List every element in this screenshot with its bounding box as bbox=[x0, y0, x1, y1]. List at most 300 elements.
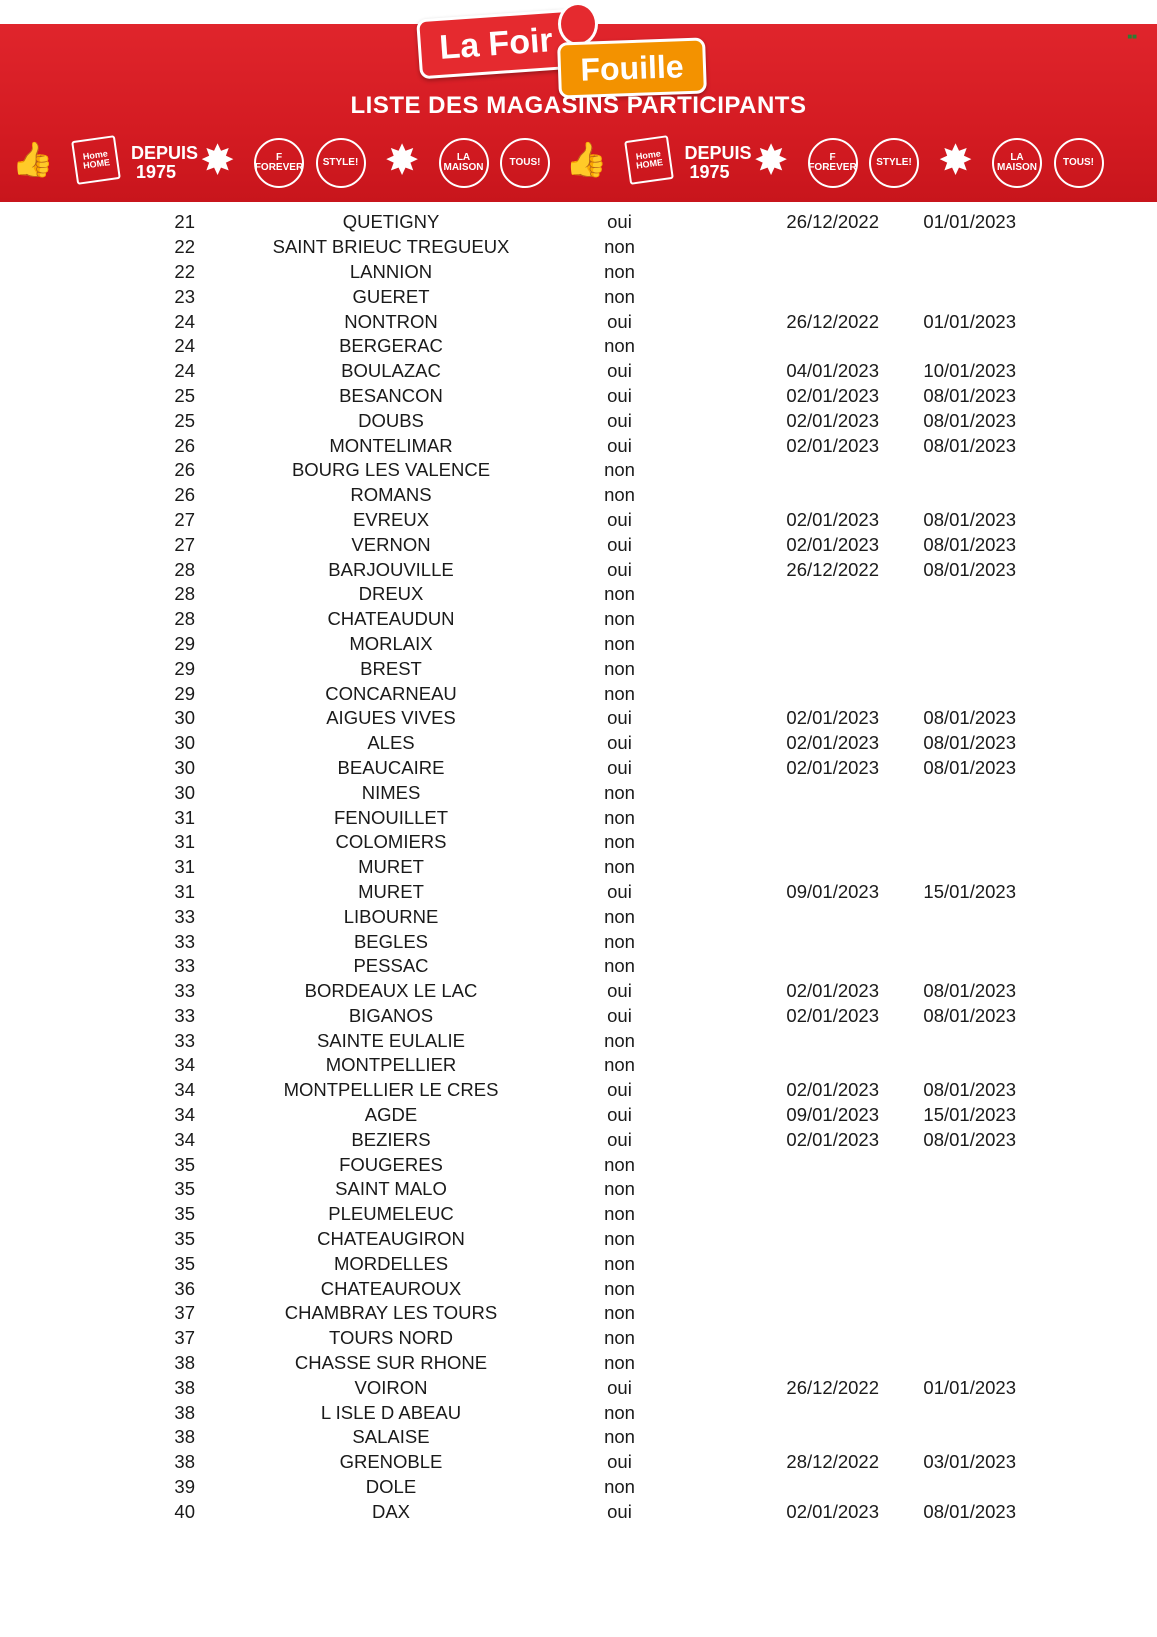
start-date bbox=[652, 1202, 879, 1227]
start-date: 09/01/2023 bbox=[786, 880, 879, 902]
store-city: ROMANS bbox=[350, 484, 432, 506]
department-number: 34 bbox=[174, 1054, 195, 1076]
store-city: AGDE bbox=[364, 1104, 418, 1126]
new-star-icon: ✸ bbox=[939, 140, 972, 182]
department-number: 38 bbox=[174, 1376, 195, 1398]
store-city: BEAUCAIRE bbox=[337, 756, 445, 778]
participation-status: non bbox=[604, 608, 635, 630]
table-row bbox=[0, 880, 1016, 905]
end-date: 08/01/2023 bbox=[923, 980, 1016, 1002]
end-date: 15/01/2023 bbox=[923, 880, 1016, 902]
table-row bbox=[0, 954, 1016, 979]
end-date bbox=[879, 632, 1016, 657]
department-number: 35 bbox=[174, 1228, 195, 1250]
end-date: 03/01/2023 bbox=[923, 1451, 1016, 1473]
start-date: 02/01/2023 bbox=[786, 533, 879, 555]
store-city: SALAISE bbox=[352, 1426, 430, 1448]
participation-status: non bbox=[604, 1352, 635, 1374]
start-date: 04/01/2023 bbox=[786, 360, 879, 382]
end-date: 01/01/2023 bbox=[923, 310, 1016, 332]
color-dots-icon: ■■ bbox=[1127, 32, 1137, 41]
start-date bbox=[652, 334, 879, 359]
department-number: 40 bbox=[174, 1500, 195, 1522]
table-row bbox=[0, 260, 1016, 285]
start-date: 02/01/2023 bbox=[786, 756, 879, 778]
department-number: 35 bbox=[174, 1203, 195, 1225]
thumbs-up-icon: 👍 bbox=[565, 141, 608, 179]
participation-status: non bbox=[604, 781, 635, 803]
new-star-icon: ✸ bbox=[201, 140, 234, 182]
participation-status: oui bbox=[607, 533, 632, 555]
end-date bbox=[879, 235, 1016, 260]
table-row bbox=[0, 1103, 1016, 1128]
participation-status: non bbox=[604, 285, 635, 307]
participation-status: non bbox=[604, 1327, 635, 1349]
store-city: BREST bbox=[360, 657, 422, 679]
participation-status: non bbox=[604, 260, 635, 282]
store-city: MONTPELLIER bbox=[325, 1054, 457, 1076]
participation-status: oui bbox=[607, 707, 632, 729]
participation-status: oui bbox=[607, 980, 632, 1002]
end-date bbox=[879, 260, 1016, 285]
table-row bbox=[0, 979, 1016, 1004]
end-date bbox=[879, 1227, 1016, 1252]
participation-status: non bbox=[604, 1277, 635, 1299]
end-date: 08/01/2023 bbox=[923, 533, 1016, 555]
la-foir-fouille-logo bbox=[418, 10, 703, 94]
department-number: 25 bbox=[174, 409, 195, 431]
table-row bbox=[0, 1450, 1016, 1475]
store-city: QUETIGNY bbox=[342, 211, 440, 233]
store-city: BOULAZAC bbox=[341, 360, 441, 382]
store-city: BARJOUVILLE bbox=[328, 558, 454, 580]
start-date bbox=[652, 830, 879, 855]
department-number: 26 bbox=[174, 484, 195, 506]
department-number: 37 bbox=[174, 1327, 195, 1349]
start-date bbox=[652, 855, 879, 880]
start-date bbox=[652, 1425, 879, 1450]
department-number: 34 bbox=[174, 1128, 195, 1150]
department-number: 26 bbox=[174, 434, 195, 456]
department-number: 33 bbox=[174, 980, 195, 1002]
table-row bbox=[0, 408, 1016, 433]
participation-status: non bbox=[604, 484, 635, 506]
department-number: 33 bbox=[174, 930, 195, 952]
store-city: CHATEAUROUX bbox=[320, 1277, 462, 1299]
department-number: 38 bbox=[174, 1451, 195, 1473]
store-city: MONTELIMAR bbox=[329, 434, 453, 456]
start-date: 26/12/2022 bbox=[786, 1376, 879, 1398]
end-date: 01/01/2023 bbox=[923, 1376, 1016, 1398]
table-row bbox=[0, 1276, 1016, 1301]
start-date bbox=[652, 483, 879, 508]
participation-status: oui bbox=[607, 732, 632, 754]
end-date bbox=[879, 1276, 1016, 1301]
table-row bbox=[0, 706, 1016, 731]
forever-icon: F FOREVER bbox=[808, 138, 858, 188]
start-date: 02/01/2023 bbox=[786, 1128, 879, 1150]
participation-status: oui bbox=[607, 211, 632, 233]
department-number: 21 bbox=[174, 211, 195, 233]
table-row bbox=[0, 1127, 1016, 1152]
page-title: LISTE DES MAGASINS PARTICIPANTS bbox=[350, 92, 807, 119]
store-city: SAINT BRIEUC TREGUEUX bbox=[272, 236, 510, 258]
department-number: 38 bbox=[174, 1426, 195, 1448]
start-date: 09/01/2023 bbox=[786, 1104, 879, 1126]
participation-status: oui bbox=[607, 1104, 632, 1126]
department-number: 31 bbox=[174, 856, 195, 878]
participation-status: non bbox=[604, 856, 635, 878]
new-star-icon: ✸ bbox=[755, 140, 787, 182]
start-date bbox=[652, 458, 879, 483]
forever-icon: F FOREVER bbox=[254, 138, 304, 188]
table-row bbox=[0, 483, 1016, 508]
store-city: BEZIERS bbox=[351, 1128, 431, 1150]
store-city: SAINTE EULALIE bbox=[316, 1029, 466, 1051]
table-row bbox=[0, 235, 1016, 260]
end-date bbox=[879, 1053, 1016, 1078]
end-date: 08/01/2023 bbox=[923, 434, 1016, 456]
start-date bbox=[652, 1152, 879, 1177]
end-date: 08/01/2023 bbox=[923, 384, 1016, 406]
table-row bbox=[0, 632, 1016, 657]
department-number: 37 bbox=[174, 1302, 195, 1324]
end-date bbox=[879, 1475, 1016, 1500]
store-city: CHAMBRAY LES TOURS bbox=[284, 1302, 498, 1324]
end-date bbox=[879, 334, 1016, 359]
participation-status: non bbox=[604, 335, 635, 357]
store-city: BERGERAC bbox=[339, 335, 443, 357]
participation-status: non bbox=[604, 682, 635, 704]
table-row bbox=[0, 1326, 1016, 1351]
store-city: LANNION bbox=[349, 260, 433, 282]
table-row bbox=[0, 1202, 1016, 1227]
end-date: 08/01/2023 bbox=[923, 508, 1016, 530]
start-date bbox=[652, 656, 879, 681]
table-row bbox=[0, 1475, 1016, 1500]
table-row bbox=[0, 1004, 1016, 1029]
department-number: 30 bbox=[174, 756, 195, 778]
department-number: 28 bbox=[174, 583, 195, 605]
home-sweet-home-icon: Home HOME bbox=[623, 138, 673, 188]
participation-status: non bbox=[604, 632, 635, 654]
logo-text-foir: La Foir bbox=[416, 9, 576, 80]
start-date bbox=[652, 284, 879, 309]
store-city: MORDELLES bbox=[333, 1252, 449, 1274]
table-row bbox=[0, 1078, 1016, 1103]
department-number: 33 bbox=[174, 1029, 195, 1051]
depuis-1975-icon: DEPUIS 1975 bbox=[684, 143, 752, 182]
end-date bbox=[879, 1028, 1016, 1053]
participation-status: non bbox=[604, 1178, 635, 1200]
department-number: 22 bbox=[174, 260, 195, 282]
thumbs-up-icon: 👍 bbox=[11, 141, 55, 179]
department-number: 33 bbox=[174, 1004, 195, 1026]
participation-status: non bbox=[604, 657, 635, 679]
department-number: 39 bbox=[174, 1476, 195, 1498]
store-city: BOURG LES VALENCE bbox=[291, 459, 491, 481]
start-date: 02/01/2023 bbox=[786, 1079, 879, 1101]
store-city: PESSAC bbox=[353, 955, 429, 977]
table-row bbox=[0, 1499, 1016, 1524]
start-date bbox=[652, 904, 879, 929]
start-date bbox=[652, 1326, 879, 1351]
department-number: 27 bbox=[174, 533, 195, 555]
home-sweet-home-icon: Home HOME bbox=[70, 138, 120, 188]
store-city: GUERET bbox=[352, 285, 430, 307]
stores-table bbox=[0, 210, 1016, 1524]
store-city: BIGANOS bbox=[348, 1004, 434, 1026]
table-row bbox=[0, 433, 1016, 458]
table-row bbox=[0, 1053, 1016, 1078]
department-number: 24 bbox=[174, 360, 195, 382]
store-city: NIMES bbox=[361, 781, 421, 803]
end-date bbox=[879, 681, 1016, 706]
table-row bbox=[0, 557, 1016, 582]
participation-status: non bbox=[604, 1426, 635, 1448]
department-number: 28 bbox=[174, 558, 195, 580]
participation-status: oui bbox=[607, 880, 632, 902]
department-number: 38 bbox=[174, 1401, 195, 1423]
start-date: 26/12/2022 bbox=[786, 558, 879, 580]
department-number: 36 bbox=[174, 1277, 195, 1299]
participation-status: non bbox=[604, 583, 635, 605]
end-date bbox=[879, 483, 1016, 508]
end-date: 08/01/2023 bbox=[923, 409, 1016, 431]
participation-status: oui bbox=[607, 558, 632, 580]
table-row bbox=[0, 830, 1016, 855]
start-date bbox=[652, 260, 879, 285]
store-city: MORLAIX bbox=[349, 632, 433, 654]
store-city: SAINT MALO bbox=[335, 1178, 447, 1200]
table-row bbox=[0, 855, 1016, 880]
store-city: ALES bbox=[367, 732, 415, 754]
participation-status: oui bbox=[607, 360, 632, 382]
store-city: LIBOURNE bbox=[343, 905, 439, 927]
end-date: 08/01/2023 bbox=[923, 1500, 1016, 1522]
store-city: VERNON bbox=[351, 533, 431, 555]
start-date: 28/12/2022 bbox=[786, 1451, 879, 1473]
department-number: 31 bbox=[174, 831, 195, 853]
table-row bbox=[0, 1227, 1016, 1252]
department-number: 24 bbox=[174, 335, 195, 357]
store-city: COLOMIERS bbox=[335, 831, 447, 853]
store-city: FENOUILLET bbox=[333, 806, 449, 828]
table-row bbox=[0, 1028, 1016, 1053]
participation-status: non bbox=[604, 459, 635, 481]
store-city: CHATEAUDUN bbox=[327, 608, 455, 630]
store-city: L ISLE D ABEAU bbox=[320, 1401, 462, 1423]
participation-status: non bbox=[604, 1252, 635, 1274]
participation-status: non bbox=[604, 1054, 635, 1076]
start-date: 02/01/2023 bbox=[786, 980, 879, 1002]
table-row bbox=[0, 1177, 1016, 1202]
department-number: 28 bbox=[174, 608, 195, 630]
table-row bbox=[0, 756, 1016, 781]
participation-status: oui bbox=[607, 434, 632, 456]
participation-status: non bbox=[604, 1153, 635, 1175]
store-city: BORDEAUX LE LAC bbox=[304, 980, 478, 1002]
end-date bbox=[879, 1326, 1016, 1351]
participation-status: oui bbox=[607, 384, 632, 406]
balloon-icon bbox=[558, 2, 598, 46]
department-number: 22 bbox=[174, 236, 195, 258]
start-date bbox=[652, 1053, 879, 1078]
start-date bbox=[652, 681, 879, 706]
style-icon: STYLE! bbox=[869, 138, 919, 188]
start-date bbox=[652, 1351, 879, 1376]
department-number: 34 bbox=[174, 1104, 195, 1126]
department-number: 25 bbox=[174, 384, 195, 406]
participation-status: oui bbox=[607, 756, 632, 778]
end-date: 08/01/2023 bbox=[923, 1004, 1016, 1026]
fete-maison-icon: LA MAISON bbox=[992, 138, 1042, 188]
end-date bbox=[879, 582, 1016, 607]
depuis-1975-icon: DEPUIS 1975 bbox=[131, 143, 199, 182]
department-number: 31 bbox=[174, 806, 195, 828]
end-date bbox=[879, 805, 1016, 830]
start-date bbox=[652, 1276, 879, 1301]
participation-status: non bbox=[604, 1476, 635, 1498]
department-number: 29 bbox=[174, 682, 195, 704]
new-star-icon: ✸ bbox=[386, 140, 418, 182]
department-number: 23 bbox=[174, 285, 195, 307]
store-city: BEGLES bbox=[353, 930, 429, 952]
table-row bbox=[0, 284, 1016, 309]
start-date: 02/01/2023 bbox=[786, 409, 879, 431]
table-row bbox=[0, 656, 1016, 681]
start-date: 02/01/2023 bbox=[786, 1004, 879, 1026]
end-date: 15/01/2023 bbox=[923, 1104, 1016, 1126]
store-city: NONTRON bbox=[344, 310, 438, 332]
table-row bbox=[0, 508, 1016, 533]
end-date: 08/01/2023 bbox=[923, 558, 1016, 580]
start-date: 26/12/2022 bbox=[786, 310, 879, 332]
end-date bbox=[879, 1301, 1016, 1326]
participation-status: non bbox=[604, 1302, 635, 1324]
participation-status: non bbox=[604, 1228, 635, 1250]
start-date: 02/01/2023 bbox=[786, 384, 879, 406]
start-date: 02/01/2023 bbox=[786, 732, 879, 754]
table-row bbox=[0, 805, 1016, 830]
department-number: 27 bbox=[174, 508, 195, 530]
end-date: 01/01/2023 bbox=[923, 211, 1016, 233]
start-date: 02/01/2023 bbox=[786, 1500, 879, 1522]
start-date bbox=[652, 1227, 879, 1252]
store-city: BESANCON bbox=[339, 384, 443, 406]
end-date bbox=[879, 1425, 1016, 1450]
start-date: 26/12/2022 bbox=[786, 211, 879, 233]
table-row bbox=[0, 731, 1016, 756]
department-number: 30 bbox=[174, 707, 195, 729]
end-date bbox=[879, 1351, 1016, 1376]
tous-icon: TOUS! bbox=[1054, 138, 1104, 188]
table-row bbox=[0, 929, 1016, 954]
end-date: 08/01/2023 bbox=[923, 1128, 1016, 1150]
start-date bbox=[652, 1251, 879, 1276]
end-date bbox=[879, 656, 1016, 681]
end-date bbox=[879, 284, 1016, 309]
department-number: 35 bbox=[174, 1252, 195, 1274]
store-city: TOURS NORD bbox=[328, 1327, 454, 1349]
department-number: 33 bbox=[174, 905, 195, 927]
table-row bbox=[0, 309, 1016, 334]
participation-status: oui bbox=[607, 1004, 632, 1026]
department-number: 29 bbox=[174, 632, 195, 654]
store-city: VOIRON bbox=[354, 1376, 428, 1398]
store-city: DOLE bbox=[365, 1476, 417, 1498]
end-date: 08/01/2023 bbox=[923, 756, 1016, 778]
department-number: 29 bbox=[174, 657, 195, 679]
department-number: 38 bbox=[174, 1352, 195, 1374]
store-city: PLEUMELEUC bbox=[328, 1203, 454, 1225]
participation-status: non bbox=[604, 1401, 635, 1423]
table-row bbox=[0, 210, 1016, 235]
start-date bbox=[652, 1400, 879, 1425]
participation-status: non bbox=[604, 1203, 635, 1225]
store-city: FOUGERES bbox=[339, 1153, 443, 1175]
participation-status: oui bbox=[607, 409, 632, 431]
store-city: CHATEAUGIRON bbox=[317, 1228, 465, 1250]
table-row bbox=[0, 607, 1016, 632]
end-date bbox=[879, 780, 1016, 805]
end-date bbox=[879, 1400, 1016, 1425]
start-date: 02/01/2023 bbox=[786, 508, 879, 530]
participation-status: oui bbox=[607, 1451, 632, 1473]
table-row bbox=[0, 359, 1016, 384]
participation-status: oui bbox=[607, 508, 632, 530]
department-number: 24 bbox=[174, 310, 195, 332]
table-row bbox=[0, 458, 1016, 483]
start-date bbox=[652, 780, 879, 805]
participation-status: non bbox=[604, 236, 635, 258]
start-date bbox=[652, 235, 879, 260]
logo-text-fouille: Fouille bbox=[557, 37, 707, 98]
start-date bbox=[652, 954, 879, 979]
table-row bbox=[0, 1425, 1016, 1450]
participation-status: oui bbox=[607, 310, 632, 332]
store-city: GRENOBLE bbox=[339, 1451, 443, 1473]
end-date: 10/01/2023 bbox=[923, 360, 1016, 382]
table-row bbox=[0, 1152, 1016, 1177]
icon-strip bbox=[0, 132, 1157, 198]
participation-status: oui bbox=[607, 1079, 632, 1101]
participation-status: non bbox=[604, 1029, 635, 1051]
participation-status: non bbox=[604, 806, 635, 828]
end-date: 08/01/2023 bbox=[923, 732, 1016, 754]
table-row bbox=[0, 904, 1016, 929]
start-date bbox=[652, 607, 879, 632]
end-date: 08/01/2023 bbox=[923, 1079, 1016, 1101]
store-city: DREUX bbox=[358, 583, 424, 605]
department-number: 26 bbox=[174, 459, 195, 481]
end-date bbox=[879, 458, 1016, 483]
start-date bbox=[652, 929, 879, 954]
start-date bbox=[652, 582, 879, 607]
table-row bbox=[0, 1301, 1016, 1326]
end-date bbox=[879, 1202, 1016, 1227]
table-row bbox=[0, 1351, 1016, 1376]
department-number: 35 bbox=[174, 1153, 195, 1175]
table-row bbox=[0, 1400, 1016, 1425]
department-number: 33 bbox=[174, 955, 195, 977]
end-date bbox=[879, 1177, 1016, 1202]
participation-status: oui bbox=[607, 1128, 632, 1150]
table-row bbox=[0, 1251, 1016, 1276]
style-icon: STYLE! bbox=[316, 138, 366, 188]
table-row bbox=[0, 582, 1016, 607]
table-row bbox=[0, 780, 1016, 805]
